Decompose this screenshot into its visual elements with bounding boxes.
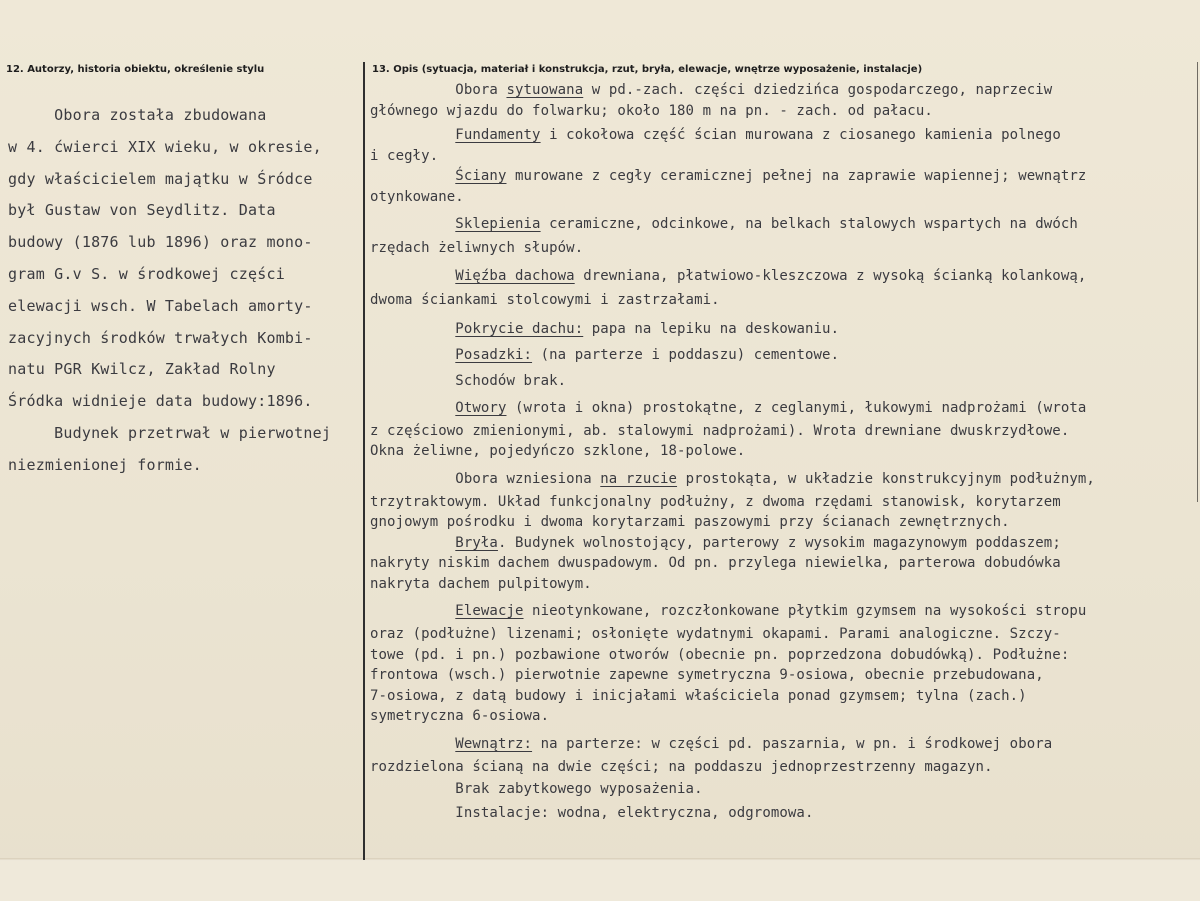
term-sciany: Ściany bbox=[455, 168, 507, 184]
paragraph-elevations: Elewacje nieotynkowane, rozczłonkowane płytkim gzymsem na wysokości stropu oraz (podłużne) lizenami; osłonięte wydatnymi okapami. Parami analogiczne. Szczy- towe (pd. i pn.) pozbawione otworów (obecnie pn. poprzedzona dobudówką). Podłużne: frontowa (wsch.) pierwotnie zapewne symetryczna 9-osiowa, obecnie przebudowana, 7-osiowa, z datą budowy i inicjałami właściciela ponad gzymsem; tylna (zach.) symetryczna 6-osiowa. bbox=[370, 603, 1087, 725]
history-line: Śródka widnieje data budowy:1896. bbox=[8, 392, 313, 411]
page-right-border bbox=[1197, 62, 1198, 502]
paragraph-furnishing: Brak zabytkowego wyposażenia. bbox=[370, 781, 703, 798]
description-text-column bbox=[370, 80, 1196, 825]
paragraph-location: Obora sytuowana w pd.-zach. części dziedzińca gospodarczego, naprzeciw głównego wjazdu do folwarku; około 180 m na pn. - zach. od pałacu. bbox=[370, 82, 1053, 119]
paragraph-floors: Posadzki: (na parterze i poddaszu) cementowe. bbox=[455, 347, 840, 364]
term-pokrycie-dachu: Pokrycie dachu: bbox=[455, 321, 584, 337]
paragraph-walls: Ściany murowane z cegły ceramicznej pełnej na zaprawie wapiennej; wewnątrz otynkowane. bbox=[370, 168, 1087, 205]
term-sklepienia: Sklepienia bbox=[455, 216, 541, 232]
history-line: zacyjnych środków trwałych Kombi- bbox=[8, 328, 313, 347]
history-line: gdy właścicielem majątku w Śródce bbox=[8, 169, 313, 188]
paragraph-interior: Wewnątrz: na parterze: w części pd. paszarnia, w pn. i środkowej obora rozdzielona ścianą na dwie części; na poddaszu jednoprzestrzenny magazyn. bbox=[370, 735, 1053, 775]
term-fundamenty: Fundamenty bbox=[455, 127, 541, 143]
header-description: 13. Opis (sytuacja, materiał i konstrukcja, rzut, bryła, elewacje, wnętrze wyposażenie, instalacje) bbox=[372, 64, 923, 75]
history-line: natu PGR Kwilcz, Zakład Rolny bbox=[8, 360, 276, 379]
history-line: w 4. ćwierci XIX wieku, w okresie, bbox=[8, 137, 322, 156]
history-text-column bbox=[8, 100, 360, 482]
term-na-rzucie: na rzucie bbox=[600, 470, 678, 487]
paragraph-roofing: Pokrycie dachu: papa na lepiku na deskowaniu. bbox=[455, 321, 840, 337]
history-line: był Gustaw von Seydlitz. Data bbox=[8, 201, 276, 220]
paragraph-vaults: Sklepienia ceramiczne, odcinkowe, na belkach stalowych wspartych na dwóch rzędach żeliwnych słupów. bbox=[370, 216, 1078, 256]
paragraph-roof-structure: Więźba dachowa drewniana, płatwiowo-kleszczowa z wysoką ścianką kolankową, dwoma ściankami stolcowymi i zastrzałami. bbox=[370, 267, 1087, 308]
paragraph-plan: Obora wzniesiona na rzucie prostokąta, w układzie konstrukcyjnym podłużnym, trzytraktowym. Układ funkcjonalny podłużny, z dwoma rzędami stanowisk, korytarzem gnojowym pośrodku i dwoma korytarzami paszowymi przy ścianach zewnętrznych. bbox=[370, 470, 1095, 531]
header-authors-history: 12. Autorzy, historia obiektu, określenie stylu bbox=[6, 64, 265, 75]
paragraph-foundations: Fundamenty i cokołowa część ścian murowana z ciosanego kamienia polnego i cegły. bbox=[370, 127, 1061, 164]
page-bottom-margin bbox=[0, 861, 1200, 901]
history-line: budowy (1876 lub 1896) oraz mono- bbox=[8, 233, 313, 252]
term-sytuowana: sytuowana bbox=[506, 82, 584, 98]
paragraph-installations: Instalacje: wodna, elektryczna, odgromowa. bbox=[370, 805, 814, 822]
term-wiezba-dachowa: Więźba dachowa bbox=[455, 267, 575, 284]
history-line: Budynek przetrwał w pierwotnej bbox=[8, 423, 332, 442]
column-divider bbox=[363, 62, 365, 860]
history-line: niezmienionej formie. bbox=[8, 455, 202, 474]
term-elewacje: Elewacje bbox=[455, 603, 524, 620]
paragraph-openings: Otwory (wrota i okna) prostokątne, z ceglanymi, łukowymi nadprożami (wrota z częściowo zmienionymi, ab. stalowymi nadprożami). Wrota drewniane dwuskrzydłowe. Okna żeliwne, pojedyńczo szklone, 18-polowe. bbox=[370, 399, 1087, 460]
term-otwory: Otwory bbox=[455, 399, 507, 416]
paragraph-stairs: Schodów brak. bbox=[370, 373, 567, 390]
history-line: gram G.v S. w środkowej części bbox=[8, 264, 285, 283]
history-line: elewacji wsch. W Tabelach amorty- bbox=[8, 296, 313, 315]
paragraph-mass: Bryła. Budynek wolnostojący, parterowy z wysokim magazynowym poddaszem; nakryty niskim dachem dwuspadowym. Od pn. przylega niewielka, parterowa dobudówka nakryta dachem pulpitowym. bbox=[370, 534, 1061, 592]
term-wewnatrz: Wewnątrz: bbox=[455, 735, 533, 752]
history-line: Obora została zbudowana bbox=[8, 106, 267, 124]
term-bryla: Bryła bbox=[455, 534, 498, 551]
term-posadzki: Posadzki: bbox=[455, 347, 533, 364]
